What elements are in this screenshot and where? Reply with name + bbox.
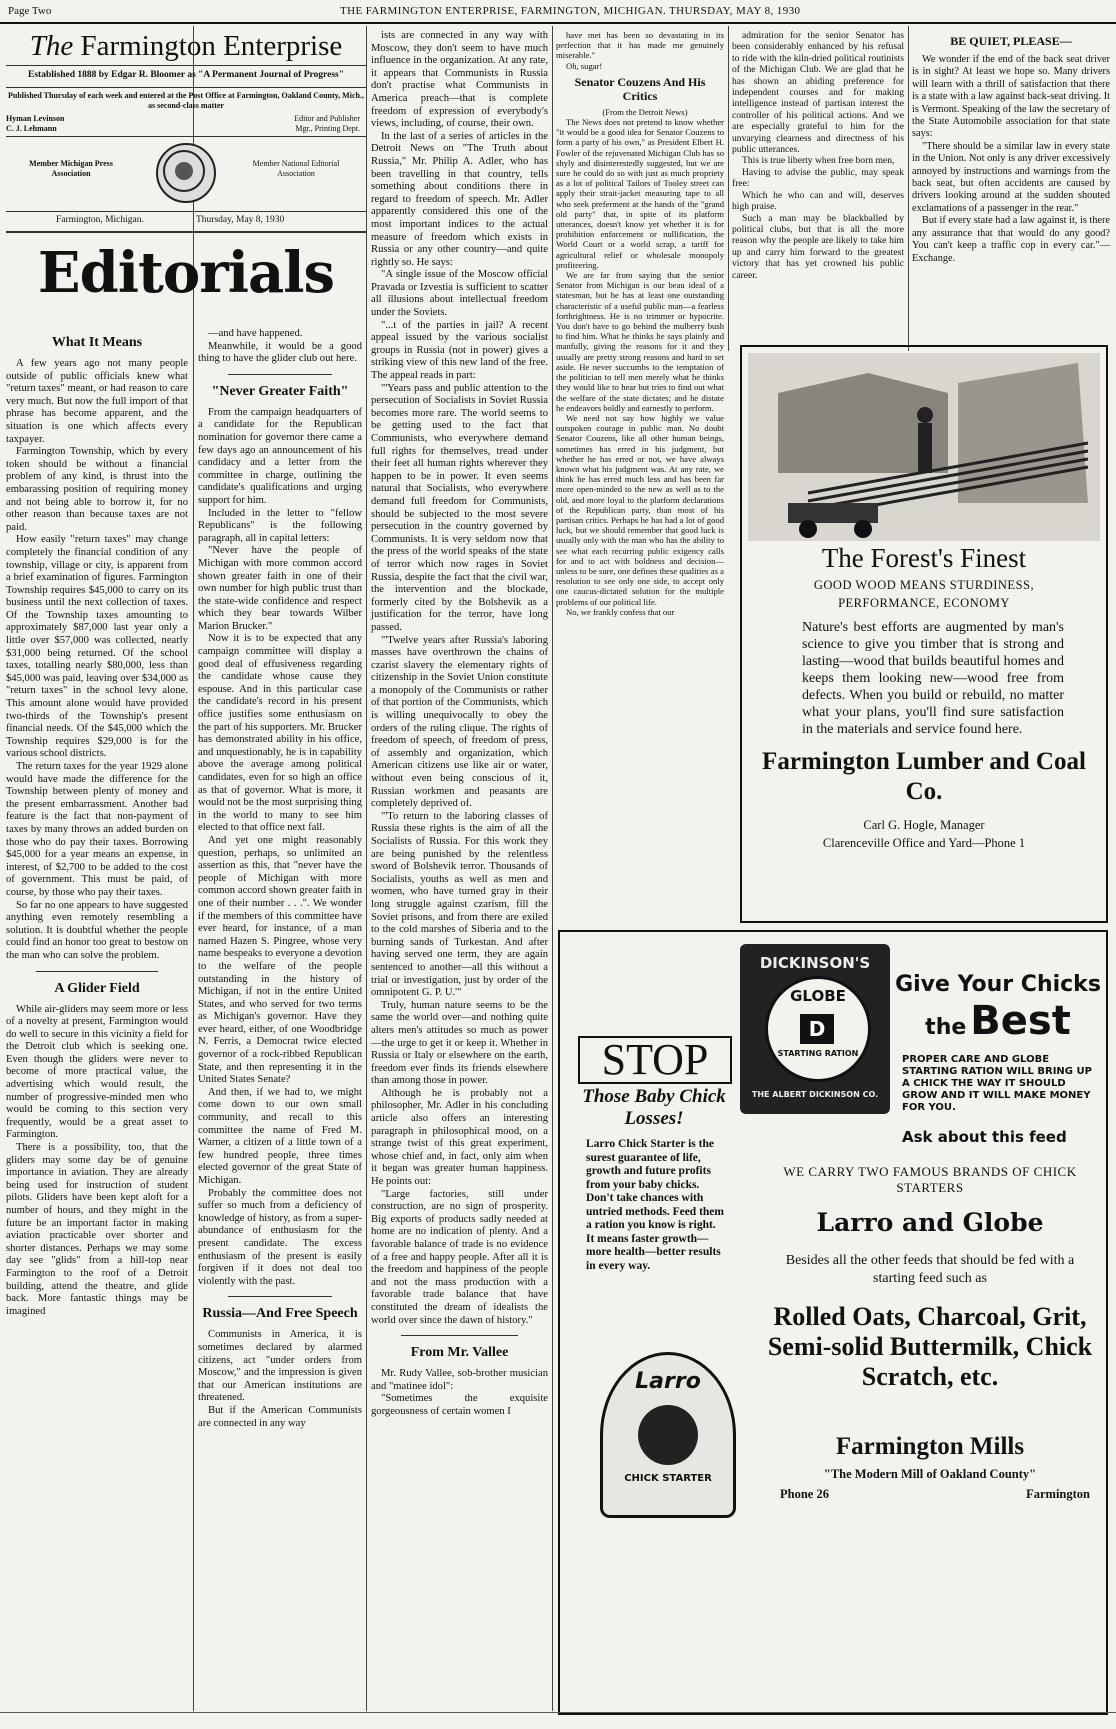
column-rule [728, 26, 729, 351]
headline-from-mr-vallee: From Mr. Vallee [410, 1345, 509, 1361]
press-association-seal-icon [156, 143, 216, 203]
dateline: Farmington, Michigan. Thursday, May 8, 1930 [6, 211, 366, 233]
running-head [0, 0, 1116, 24]
ad-farmington-mills: DICKINSON'S GLOBE D STARTING RATION THE ALBERT DICKINSON CO. Give Your Chicks the Best PROPER CARE AND GLOBE STARTING RATION WILL BRING UP A CHICK THE WAY IT SHOULD GROW AND IT WILL MAKE MONEY FOR YOU. Ask about this feed STOP Those Baby Chick Losses! Larro Chick Starter is the surest guarantee of life, growth and future profits from your baby chicks. Don't take chances with untried methods. Feed them a ration you know is right. It means faster growth—more health—better results in every way. Larro CHICK STARTER WE CARRY TWO FAMOUS BRANDS OF CHICK STARTERS Larro and Globe Besides all the other feeds that should be fed with a starting feed such as Rolled Oats, Charcoal, Grit, Semi-solid Buttermilk, Chick Scratch, etc. Farmington Mills "The Modern Mill of Oakland County" Phone 26 Farmington [558, 930, 1108, 1715]
headline-what-it-means: What It Means [51, 335, 143, 350]
feed-list: Rolled Oats, Charcoal, Grit, Semi-solid Buttermilk, Chick Scratch, etc. [767, 1302, 1093, 1391]
member-michigan-press: Member Michigan Press Association [29, 159, 113, 178]
larro-chick-text: Larro Chick Starter is the surest guarantee of life, growth and future profits from your baby chicks. Don't take chances with untried methods. Feed them a ration you know is right. It means faster growth—more health—better results in every way. [586, 1138, 724, 1272]
mills-company: Farmington Mills [835, 1433, 1025, 1460]
column-1: What It Means A few years ago not many people outside of public officials knew what "return taxes" meant, or had reason to care very much. But now the full import of that phrase has become apparent, and the situation is one which affects every taxpayer. Farmington Township, which by every token should be without a financial problem of any kind, is thrust into the embarassing position of requiring money and not being able to borrow it, for no other reason than because taxes are not paid. How easily "return taxes" may change completely the financial condition of any township, village or city, is apparent from a brief examination of figures. Farmington Township requires $45,000 to carry on its business until the next collection of taxes. Of the Township taxes amounting to approximately $87,000 last year only a little over $57,000 was collected, nearly $31,000 being returned. Of the school taxes, totalling nearly $80,000, less than $45,000 was paid, leaving over $34,000 as "return taxes" in the school levy alone. This amount alone would have provided two-thirds of the Township's present financial needs. Of the $45,000 which the Township requires $29,000 is for the various school districts. The return taxes for the year 1929 alone would have made the difference for the Township between plenty of money and the present embarrassment. Another bad feature is the fact that non-payment of taxes by many throws an added burden on those who do pay their taxes. Borrowing $45,000 for a year means an expense, in interest, of $2,700 to be added to the cost of government. This must be paid, of course, by those who pay their taxes. So far no one appears to have suggested anything even remotely resembling a solution. It is doubtful whether the people could find an honor too great to bestow on the man who can solve the problem. A Glider Field While air-gliders may seem more or less of a novelty at present, Farmington would do well to secure in this vicinity a field for the Detroit club which is seeking one. Even though the gliders were never to become of more practical value, the advertising which would result, the number of progressive-minded men who would be coming to this section very frequently, would be a great asset to Farmington. There is a possibility, too, that the gliders may some day be of genuine importance in aviation. They are already being used for instruction of student pilots. Gliders have been kept aloft for a number of hours, and they might in the future be an important factor in making aviation practicable over shorter and shorter distances. Perhaps we may some day see "glids" from a hill-top near Farmington to the roof of a Detroit building, attend the theatre, and glide back. More fantastic things may be imagined [6, 335, 188, 1317]
lumber-body: Nature's best efforts are augmented by man's science to give you timber that is strong and lasting—wood that builds beautiful homes and keeps them looking new—wood free from defects. When you build or rebuild, no matter what your plans, you'll find sure satisfaction in the materials and service found here. [802, 620, 1064, 737]
give-your-chicks: Give Your Chicks [895, 972, 1101, 997]
masthead-staff: Hyman Levinson Editor and Publisher C. J. Lehmann Mgr., Printing Dept. [6, 114, 366, 137]
larro-bag-icon: Larro CHICK STARTER [600, 1352, 736, 1518]
headline-glider-field: A Glider Field [54, 980, 140, 996]
headline-russia-free-speech: Russia—And Free Speech [202, 1306, 358, 1322]
member-national-editorial: Member National Editorial Association [252, 159, 340, 178]
masthead-established: Established 1888 by Edgar R. Bloomer as "A Permanent Journal of Progress" [28, 70, 344, 80]
column-rule [908, 26, 909, 351]
stop-subheadline: Those Baby Chick Losses! [582, 1086, 726, 1129]
headline-senator-couzens: Senator Couzens And His Critics [574, 74, 706, 103]
lumber-company: Farmington Lumber and Coal Co. [762, 748, 1086, 805]
running-head-title: THE FARMINGTON ENTERPRISE, FARMINGTON, MICHIGAN. THURSDAY, MAY 8, 1930 [340, 5, 801, 17]
masthead-published: Published Thursday of each week and entered at the Post Office at Farmington, Oakland County, Mich., as second-class matter [6, 87, 366, 110]
lumber-yard-illustration [748, 353, 1100, 541]
globe-can-icon: DICKINSON'S GLOBE D STARTING RATION THE ALBERT DICKINSON CO. [740, 944, 890, 1114]
ad-farmington-lumber: The Forest's Finest GOOD WOOD MEANS STURDINESS, PERFORMANCE, ECONOMY Nature's best efforts are augmented by man's science to give you timber that is strong and lasting—wood that builds beautiful homes and keeps them looking new—wood free from defects. When you build or rebuild, no matter what your plans, you'll find sure satisfaction in the materials and service found here. Farmington Lumber and Coal Co. Carl G. Hogle, Manager Clarenceville Office and Yard—Phone 1 [740, 345, 1108, 923]
best-word: Best [970, 998, 1071, 1044]
page-number: Page Two [8, 5, 52, 17]
headline-be-quiet: BE QUIET, PLEASE— [950, 34, 1072, 48]
column-rule [366, 26, 367, 1711]
section-title-editorials: Editorials [37, 240, 335, 306]
masthead [6, 30, 366, 330]
column-rule [552, 26, 553, 1711]
masthead-title: The Farmington Enterprise [6, 30, 366, 66]
column-4: have met has been so devastating in its perfection that it has made me genuinely miserable." Oh, sugar! Senator Couzens And His Critics (From the Detroit News) The News does not pretend to know whether "it would be a good idea for Senator Couzens to form a party of his own," as President Elbert H. Fowler of the rejuvenated Michigan Club has so shyly and disinterestedly suggested, but we are sure he could do so with just as much propriety as a lot of political Tailors of Tooley street can apply their strait-jacket measuring tape to all who seek preferment at the hands of the "grand old party" that, in spite of its platform utterances, doesn't know yet whether it is for prohibition enforcement or nullification, the World Court or a world scrap, a tariff for agricultural relief or wholesale monopoly profiteering. We are far from saying that the senior Senator from Michigan is our beau ideal of a statesman, but he has at least one outstanding characteristic of a useful public man—a fearless forthrightness. He is no trimmer or hypocrite. You don't have to go behind the mulberry bush to find him. What he thinks he says plainly and manfully, giving the reasons for it and they usually are pretty strong reasons and hard to set aside. He never succumbs to the temptation of the politician to tell men merely what he thinks they would like to hear but tries to find out what the welfare of the state dictates; and he distate he endeavors boldly and earnestly to perform. We need not say how highly we value outspoken courage in public man. No doubt Senator Couzens, like all other human beings, sometimes has erred in his judgment, but whether he has erred or not, we have always known what his judgment was. At any rate, we think he has erred much less and has been far more open-minded to the new as well as to the old, and more loyal to the platform declarations of the Republican party, than most of his partisan critics. Perhaps he has had a lot of good luck, but we should remember that good luck is usually only with the man who has the ability to see what each recurring public exigency calls for and to act with boldness and decision—unless to be sure, one defines these qualities as a resolution to see only one side, to accept only one caucus-dictated solution for the multiple problems of our political life. No, we frankly confess that our [556, 30, 724, 617]
headline-never-greater-faith: "Never Greater Faith" [211, 383, 349, 399]
column-6: BE QUIET, PLEASE— We wonder if the end of the back seat driver is in sight? At least we hope so. Many drivers will learn with a thrill of satisfaction that there is a state with a law against back-seat driving. It is Vermont. Speaking of the law the secretary of the State Automobile association for that state says: "There should be a similar law in every state in the Union. Not only is any driver excessively annoyed by instructions and warnings from the back seat, but often accidents are caused by drivers looking around at the sudden shouted exclamations of a passenger in the rear." But if every state had a law against it, is there any assurance that that would do any good? You can't keep a traffic cop in every car."—Exchange. [912, 34, 1110, 264]
masthead-members [6, 141, 366, 211]
lumber-headline: The Forest's Finest [821, 543, 1027, 573]
bottom-border [0, 1712, 1116, 1729]
column-5: admiration for the senior Senator has been considerably enhanced by his refusal to ride with the kiln-dried political routinists of the Michigan Club. We are glad that he has shown an abiding preference for independent courses and for making intelligence instead of partisan interest the controller of his political actions. And we are especially grateful to him for the unvarying clearness and directness of his public utterances. This is true liberty when free born men, Having to advise the public, may speak free: Which he who can and will, deserves high praise. Such a man may be blackballed by political clubs, but that is all the more reason why the people are likely to take him up and carry him forward to the greatest victory that has yet crowned his public career. [732, 30, 904, 281]
column-2: —and have happened. Meanwhile, it would be a good thing to have the glider club out here. "Never Greater Faith" From the campaign headquarters of a candidate for the Republican nomination for governor there came a few days ago an announcement of his candidacy and a letter from the committee in charge, outlining the candidate's qualifications and urging support for him. Included in the letter to "fellow Republicans" is the following paragraph, all in capital letters: "Never have the people of Michigan with more common accord shown greater faith in one of their own number for high public trust than the state-wide confidence and respect which they bear towards Wilber Marion Brucker." Now it is to be expected that any campaign committee will display a good deal of effusiveness regarding the candidate whose cause they espouse. And in this particular case the candidate's record in his present office justifies some enthusiasm on the part of his supporters. Mr. Brucker has demonstrated ability in his office, and unquestionably, he is in capability above the average among political candidates, even for so high an office as that of governor. What is more, it would not be the most surprising thing in the world to many to see him elected to that office next fall. And yet one might reasonably question, perhaps, so unlimited an assertion as this, that "never have the people of Michigan with more common accord shown greater faith in one of their number . . .". We wonder if the members of this committee have ever heard, for instance, of a man named Hazen S. Pingree, whose very name bespeaks to everyone a devotion to the welfare of the people outstanding in the history of Michigan, if not in the entire United States, and who served for two terms as Michigan's governor. Have they ever heard, either, of one Woodbridge N. Ferris, a Democrat twice elected governor of a rock-ribbed Republican State, and then representing it in the United States Senate? And then, if we had to, we might come down to our own small community, and recall to this committee the name of Fred M. Warner, a citizen of a little town of a few hundred people, three times elected governor of the great State of Michigan. Probably the committee does not suffer so much from a deficiency of knowledge of history, as from a super-abundance of enthusiasm for the present candidate. The excess enthusiasm of the present is easily forgiven if it does not deal too violently with the past. Russia—And Free Speech Communists in America, it is sometimes declared by alarmed citizens, act "under orders from Moscow," and the impression is given that our American institutions are threatened. But if the American Communists are connected in any way [198, 328, 362, 1429]
larro-and-globe: Larro and Globe [816, 1208, 1044, 1237]
carry-text: WE CARRY TWO FAMOUS BRANDS OF CHICK STARTERS [783, 1164, 1077, 1195]
stop-headline: STOP [578, 1036, 732, 1084]
ask-about-feed: Ask about this feed [902, 1128, 1067, 1146]
column-3: ists are connected in any way with Moscow, they don't seem to have much influence in the organization. At any rate, it appears that Communists in Russia don't practise what Communists in America preach—that is complete freedom of expression of everybody's views, including, of course, their own. In the last of a series of articles in the Detroit News on "The Truth about Russia," Mr. Philip A. Adler, who has been travelling in that country, tells something about conditions there in regard to freedom of speech. Mr. Adler apparently considered this one of the most important indices to the actual measure of freedom which exists in Russia or any other country—and quite rightly so. He says: "A single issue of the Moscow official Pravada or Izvestia is sufficient to scatter all illusions about intellectual freedom under the Soviets. "...t of the parties in jail? A recent appeal issued by the various socialist groups in Russia (not in power) gives a striking view of this new land of the free. The appeal reads in part: "'Years pass and public attention to the persecution of Socialists in Soviet Russia becomes more rare. The world seems to be getting used to the fact that Communists, who everywhere demand full rights for themselves, tread under their feet all human rights wherever they happen to be in power. It even seems natural that Socialists, who everywhere demand full freedom for Communists, should be subjected to the most severe persecution in the country governed by Communists. It is very seldom now that the press of the world speaks of the state of terror which now rages in Soviet Russia, despite the fact that the civil war, the intervention and the blockade, formerly cited by the Bolshevik as a justification for the terror, have long passed. "'Twelve years after Russia's laboring masses have overthrown the chains of czarist slavery the elementary rights of citizenship in the Soviet Union constitute a monopoly of the Communists or rather of that portion of the Communists, which is willing unequivocally to obey the orders of the ruling clique. The rights of freedom of speech, of freedom of press, of assembly and organization, which American citizens use like air or water, without even being conscious of it, Russian workmen and peasants are completely deprived of. "'To return to the laboring classes of Russia these rights is the aim of all the Socialists of Russia. For this work they are being punished by the relentless sword of Bolshevik terror. Thousands of Socialists, youths as well as men and women, who have turned gray in their long struggle against czarism, fill the Soviet prisons, and from there are exiled to the cold marshes of Siberia and to the burning sands of Turkestan. And after having served one term, they are again sentenced to another—all this without a trial or investigation, just by order of the omnipotent G. P. U.'" Truly, human nature seems to be the same the world over—and nothing quite alters men's attitudes so much as power—the urge to get it or keep it. Whether in Russia or Italy or elsewhere on the earth, freedom ever finds its friends elsewhere than among those in power. Although he is probably not a philosopher, Mr. Adler in his concluding article also offers an interesting paragraph in philosophical mood, on a strange twist of this great experiment, whose chief and, in fact, only aim when it began was greater human happiness. He points out: "Large factories, still under construction, are no sign of prosperity. Big exports of products sadly needed at home are no indication of plenty. And a favorable balance of trade is no evidence of a free and happy people. After all it is the freedom and happiness of the people and not the mass production with a favorable trade balance that have constituted the dream of idealists the world over since the dawn of history." From Mr. Vallee Mr. Rudy Vallee, sob-brother musician and "matinee idol": "Sometimes the exquisite gorgeousness of certain women I [371, 30, 548, 1417]
